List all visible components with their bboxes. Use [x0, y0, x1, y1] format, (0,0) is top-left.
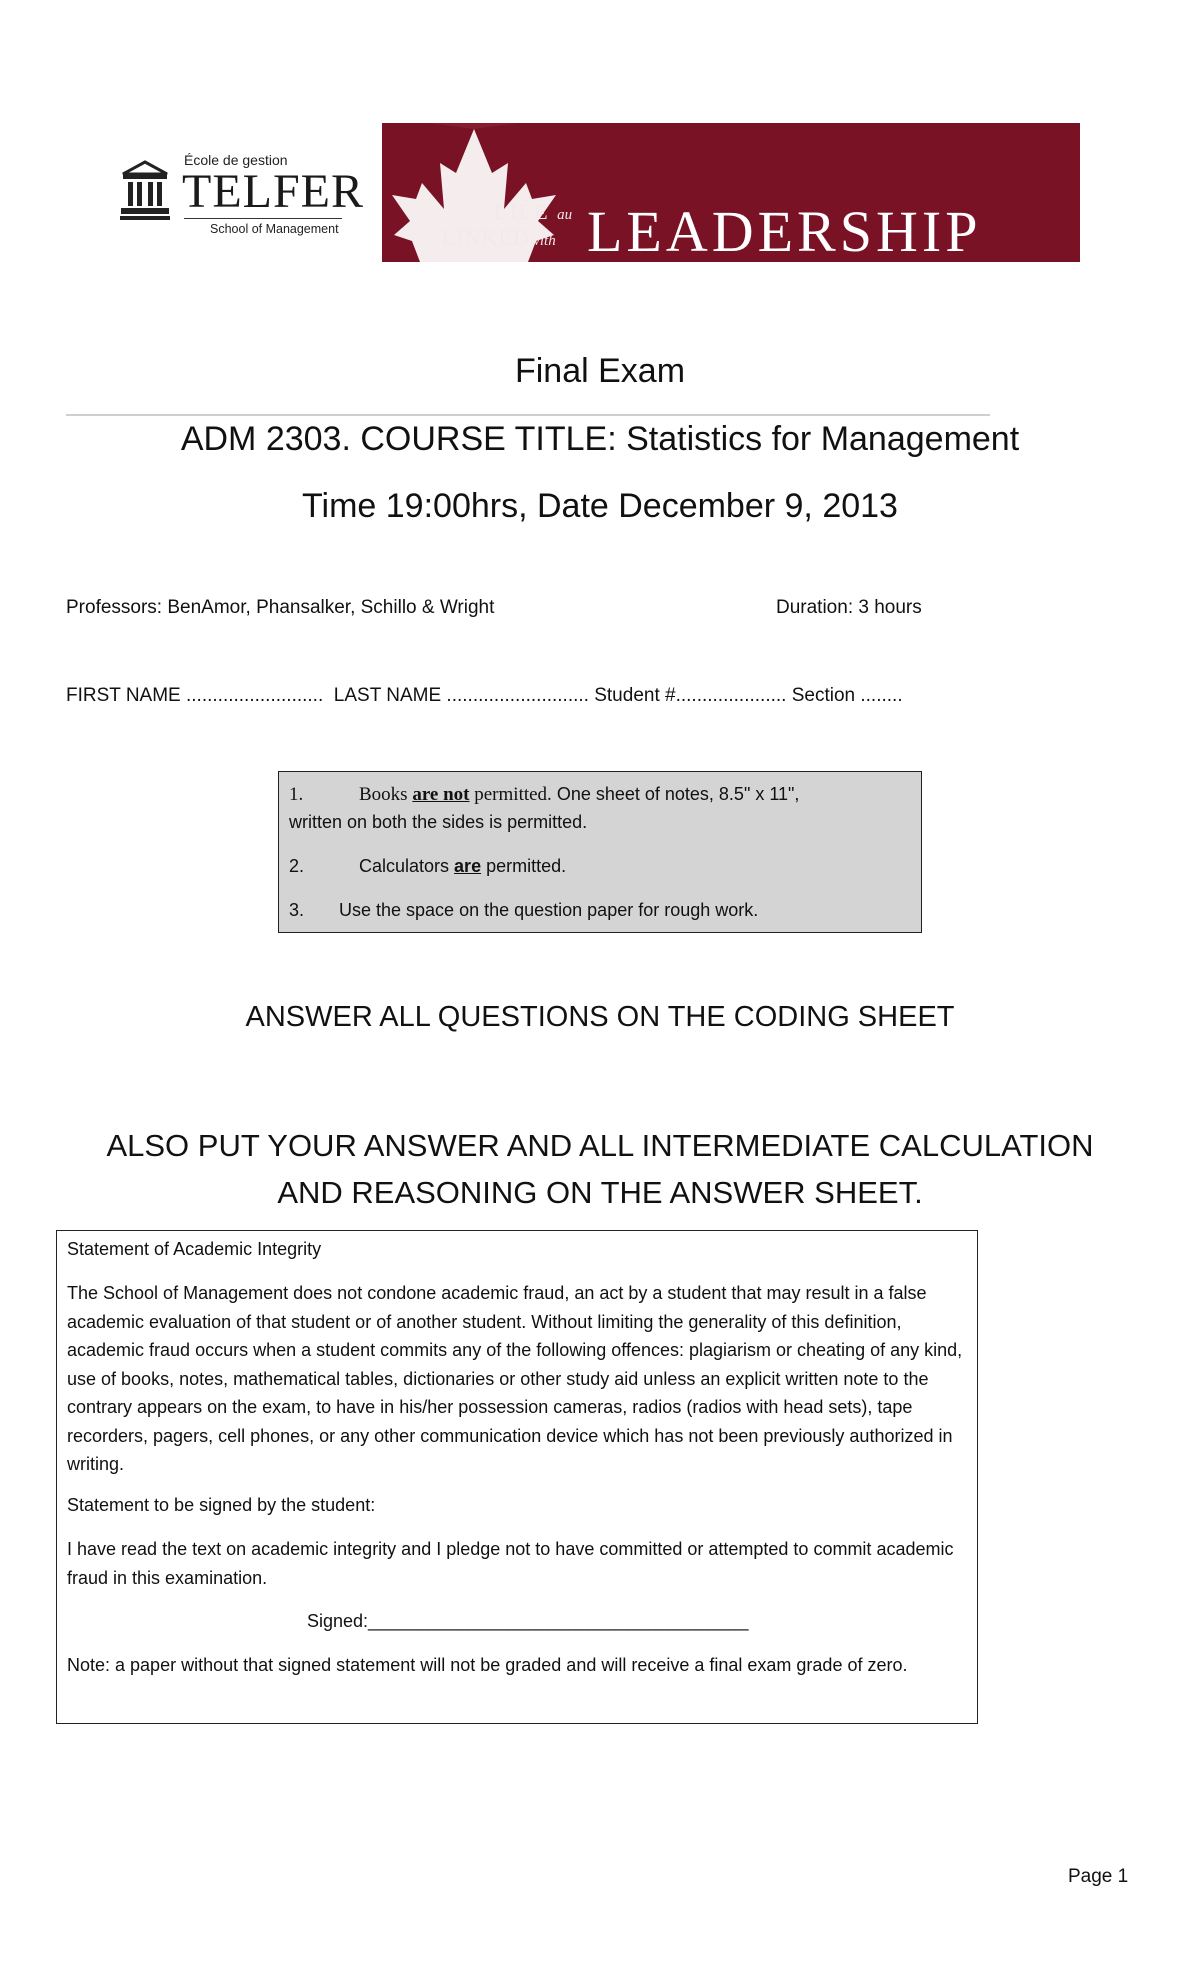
- exam-time-date: Time 19:00hrs, Date December 9, 2013: [302, 487, 898, 525]
- exam-rules-box: [278, 771, 922, 933]
- rule-books-cont: written on both the sides is permitted.: [289, 812, 588, 832]
- banner-leadership: LEADERSHIP: [587, 199, 982, 262]
- building-icon: [120, 160, 170, 224]
- logo-name: TELFER: [182, 165, 364, 218]
- banner-linked: LINKEDwith: [442, 225, 556, 250]
- logo-school-fr: École de gestion: [184, 152, 288, 168]
- banner-liee: LIÉE au: [494, 199, 573, 224]
- integrity-note: Note: a paper without that signed statement will not be graded and will receive a final exam grade of zero.: [67, 1655, 908, 1675]
- answer-sheet-instruction: ALSO PUT YOUR ANSWER AND ALL INTERMEDIATE CALCULATION AND REASONING ON THE ANSWER SHEET.: [106, 1128, 1094, 1210]
- title-divider: [66, 414, 990, 416]
- signature-line[interactable]: Signed:______________________________________: [307, 1611, 749, 1631]
- logo-divider: [184, 218, 342, 219]
- academic-integrity-box: [56, 1230, 978, 1724]
- integrity-title: Statement of Academic Integrity: [67, 1239, 322, 1259]
- integrity-body: The School of Management does not condone academic fraud, an act by a student that may result in a false academic evaluation of that student or of another student. Without limiting the generality of this definition, academic fraud occurs when a student commits any of the following offences: plagiarism or cheating of any kind, use of books, notes, mathematical tables, dictionaries or other study aid unless an explicit written note to the contrary appears on the exam, to have in his/her possession cameras, radios (radios with head sets), tape recorders, pagers, cell phones, or any other communication device which has not been previously authorized in writing.: [67, 1283, 963, 1474]
- sign-statement-label: Statement to be signed by the student:: [67, 1495, 376, 1515]
- leadership-banner: [382, 123, 1080, 262]
- student-identity-fields: FIRST NAME .......................... LAST NAME ........................... Student #..................... Section ........: [66, 685, 903, 706]
- answer-instruction: ANSWER ALL QUESTIONS ON THE CODING SHEET: [245, 1001, 955, 1033]
- rule-rough-work: 3. Use the space on the question paper for rough work.: [289, 900, 759, 920]
- course-title: ADM 2303. COURSE TITLE: Statistics for Management: [180, 420, 1020, 458]
- logo-school-en: School of Management: [210, 222, 339, 236]
- page-number: Page 1: [1068, 1866, 1129, 1887]
- integrity-pledge: I have read the text on academic integrity and I pledge not to have committed or attempted to commit academic fraud in this examination.: [67, 1539, 954, 1588]
- duration-line: Duration: 3 hours: [776, 597, 922, 618]
- telfer-logo: [120, 150, 364, 240]
- rule-calculators: 2. Calculators are permitted.: [289, 856, 567, 876]
- rule-books: 1. Books are not permitted. One sheet of notes, 8.5" x 11",: [289, 784, 800, 805]
- professors-line: Professors: BenAmor, Phansalker, Schillo & Wright: [66, 597, 495, 618]
- exam-title: Final Exam: [514, 352, 686, 390]
